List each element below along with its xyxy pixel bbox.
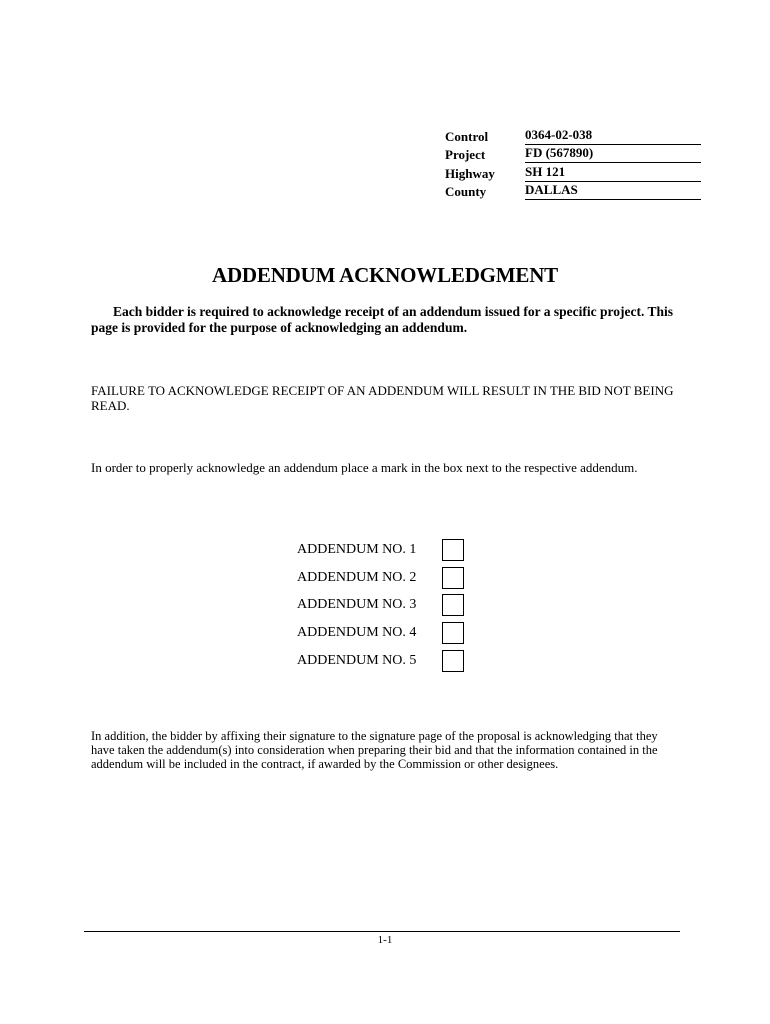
addendum-checkbox-1[interactable]	[442, 539, 464, 561]
instruction-paragraph: In order to properly acknowledge an addendum place a mark in the box next to the respective addendum.	[91, 460, 638, 475]
page-number: 1-1	[377, 934, 393, 946]
highway-row	[445, 163, 701, 182]
addendum-checkbox-3[interactable]	[442, 594, 464, 616]
addendum-checkbox-4[interactable]	[442, 622, 464, 644]
addendum-label-2: ADDENDUM NO. 2	[297, 569, 417, 585]
control-value: 0364-02-038	[525, 127, 701, 145]
warning-paragraph: FAILURE TO ACKNOWLEDGE RECEIPT OF AN ADDENDUM WILL RESULT IN THE BID NOT BEING READ.	[91, 383, 674, 413]
project-value: FD (567890)	[525, 145, 701, 163]
addendum-label-1: ADDENDUM NO. 1	[297, 541, 417, 557]
addendum-item-1	[297, 536, 464, 564]
control-row	[445, 126, 701, 145]
addendum-item-2	[297, 564, 464, 592]
addendum-item-4	[297, 619, 464, 647]
footer-divider	[84, 931, 680, 932]
addendum-label-3: ADDENDUM NO. 3	[297, 597, 417, 613]
closing-paragraph: In addition, the bidder by affixing their signature to the signature page of the proposal is acknowledging that they have taken the addendum(s) into consideration when preparing their bid and that the information contained in the addendum will be included in the contract, if awarded by the Commission or other designees.	[91, 729, 658, 771]
addendum-item-3	[297, 592, 464, 620]
addendum-checkbox-2[interactable]	[442, 567, 464, 589]
project-label: Project	[445, 147, 486, 162]
project-row	[445, 145, 701, 164]
document-title: ADDENDUM ACKNOWLEDGMENT	[212, 263, 558, 287]
addendum-label-5: ADDENDUM NO. 5	[297, 653, 417, 669]
project-info-table	[445, 126, 701, 200]
county-label: County	[445, 184, 487, 199]
addendum-list	[297, 536, 464, 675]
addendum-label-4: ADDENDUM NO. 4	[297, 625, 417, 641]
control-label: Control	[445, 128, 489, 144]
county-row	[445, 182, 701, 201]
county-value: DALLAS	[525, 182, 701, 200]
intro-paragraph: Each bidder is required to acknowledge receipt of an addendum issued for a specific project. This page is provided for the purpose of acknowledging an addendum.	[91, 304, 674, 335]
addendum-item-5	[297, 647, 464, 675]
highway-value: SH 121	[525, 164, 701, 182]
highway-label: Highway	[445, 165, 495, 181]
addendum-checkbox-5[interactable]	[442, 650, 464, 672]
